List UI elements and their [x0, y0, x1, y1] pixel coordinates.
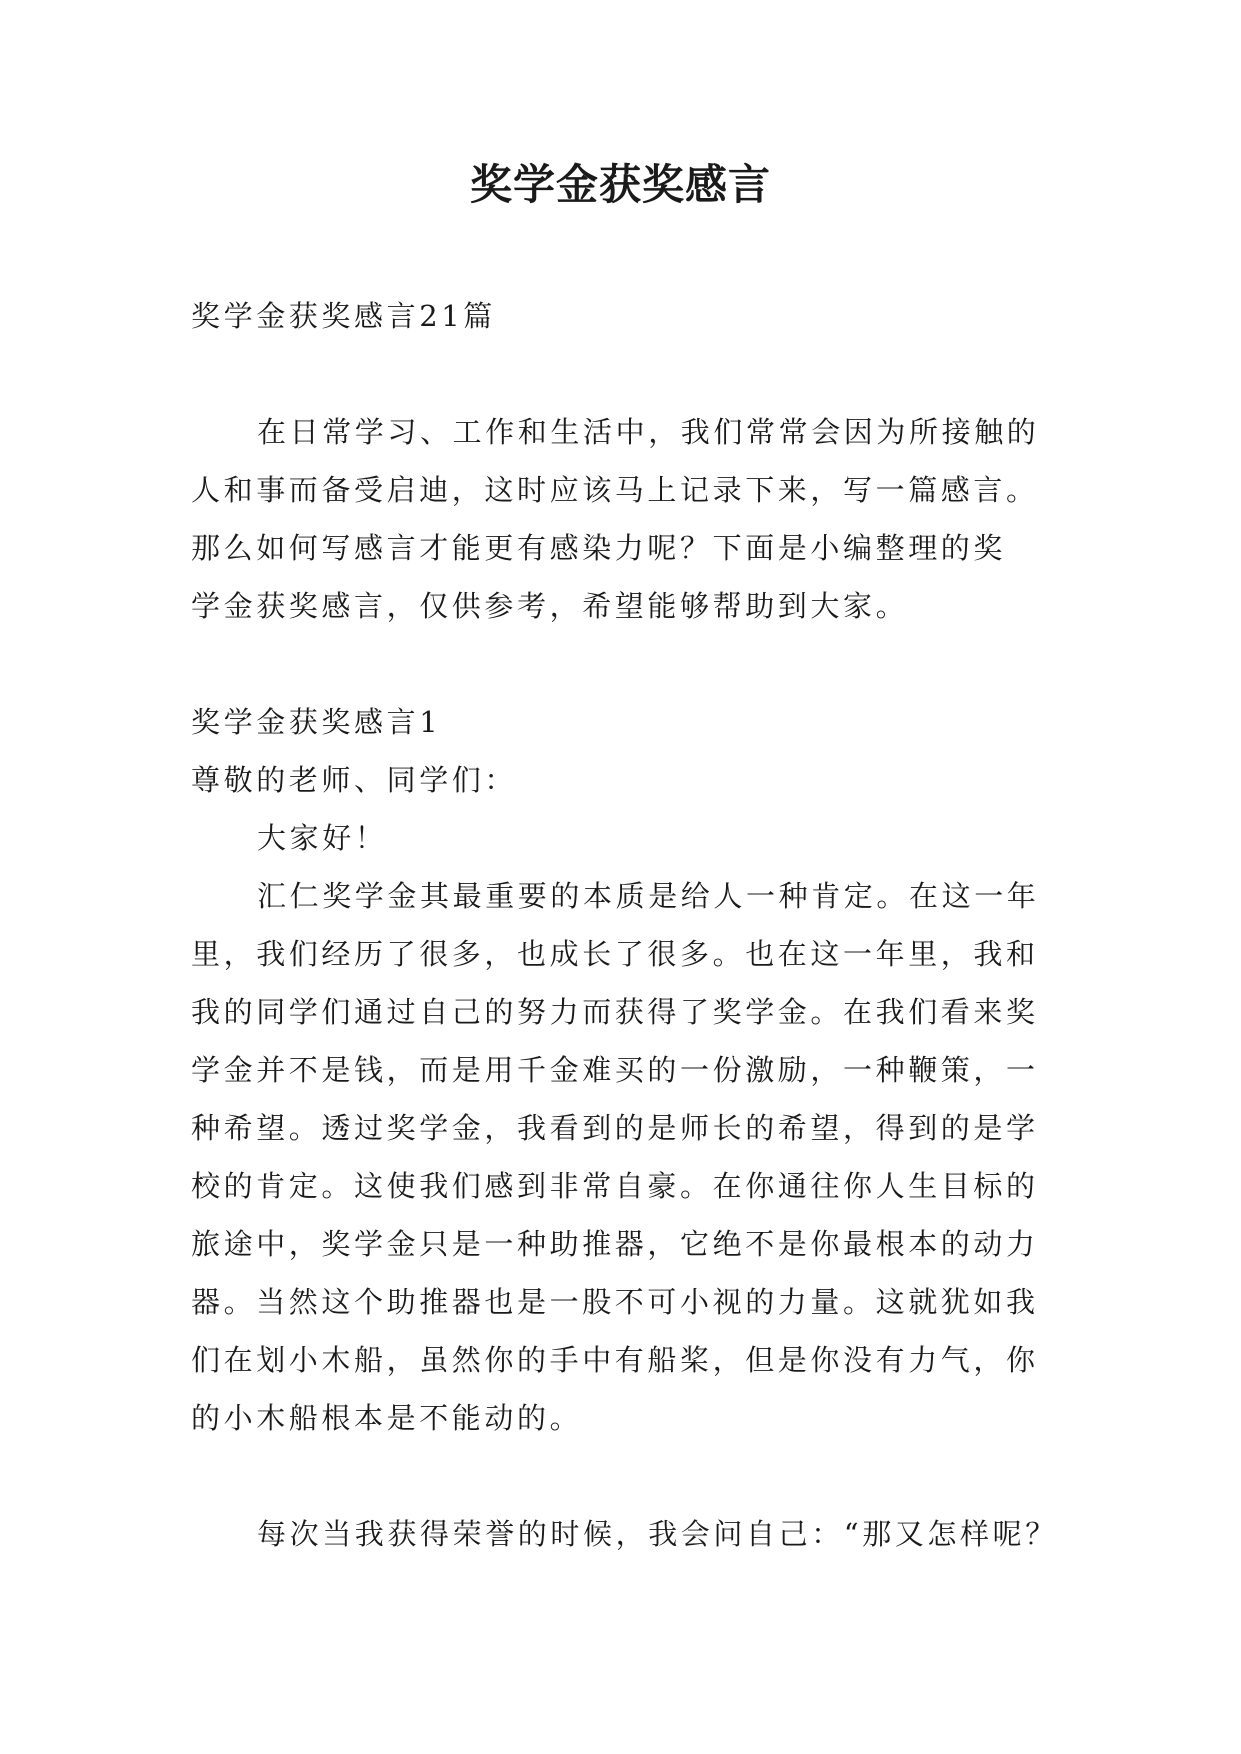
- body-line: 我的同学们通过自己的努力而获得了奖学金。在我们看来奖: [191, 995, 1039, 1029]
- intro-line: 在日常学习、工作和生活中，我们常常会因为所接触的: [257, 415, 1040, 449]
- body-line: 的小木船根本是不能动的。: [191, 1401, 583, 1435]
- body-line: 学金并不是钱，而是用千金难买的一份激励，一种鞭策，一: [191, 1053, 1039, 1087]
- body-line: 里，我们经历了很多，也成长了很多。也在这一年里，我和: [191, 937, 1039, 971]
- body-line: 校的肯定。这使我们感到非常自豪。在你通往你人生目标的: [191, 1169, 1039, 1203]
- section-heading: 奖学金获奖感言1: [191, 705, 442, 739]
- intro-line: 那么如何写感言才能更有感染力呢？下面是小编整理的奖: [191, 531, 1007, 565]
- document-subtitle: 奖学金获奖感言21篇: [191, 299, 496, 333]
- intro-line: 人和事而备受启迪，这时应该马上记录下来，写一篇感言。: [191, 473, 1039, 507]
- body-line: 旅途中，奖学金只是一种助推器，它绝不是你最根本的动力: [191, 1227, 1039, 1261]
- greeting: 大家好！: [257, 821, 388, 855]
- body-line: 汇仁奖学金其最重要的本质是给人一种肯定。在这一年: [257, 879, 1040, 913]
- salutation: 尊敬的老师、同学们：: [191, 763, 518, 797]
- body-line: 器。当然这个助推器也是一股不可小视的力量。这就犹如我: [191, 1285, 1039, 1319]
- intro-line: 学金获奖感言，仅供参考，希望能够帮助到大家。: [191, 589, 909, 623]
- document-title: 奖学金获奖感言: [469, 160, 771, 209]
- body-line: 种希望。透过奖学金，我看到的是师长的希望，得到的是学: [191, 1111, 1039, 1145]
- body-line: 每次当我获得荣誉的时候，我会问自己：“那又怎样呢？: [257, 1517, 1058, 1551]
- body-line: 们在划小木船，虽然你的手中有船桨，但是你没有力气，你: [191, 1343, 1039, 1377]
